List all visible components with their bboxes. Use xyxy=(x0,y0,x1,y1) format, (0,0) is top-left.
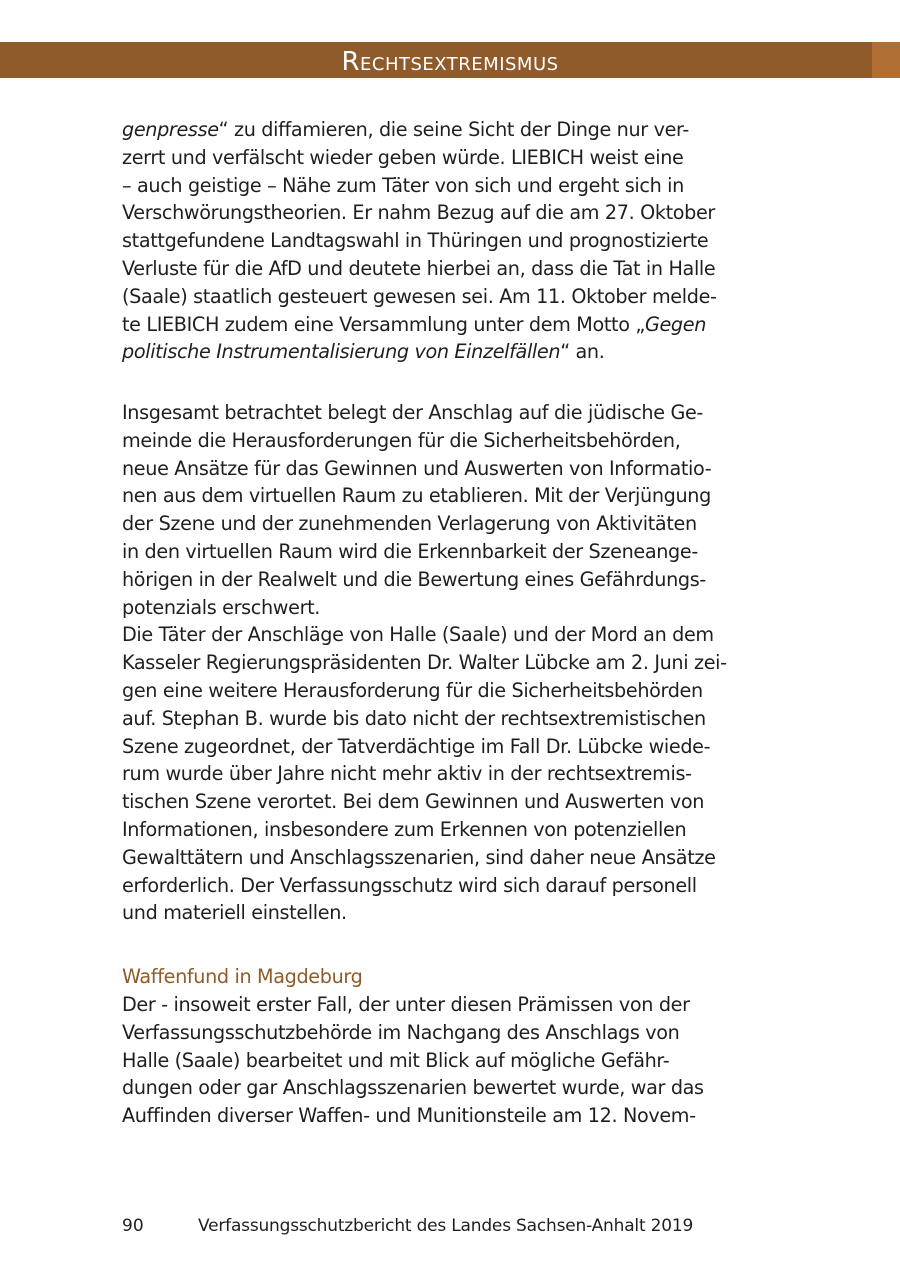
paragraph-line: stattgefundene Landtagswahl in Thüringen und prognostizierte xyxy=(122,229,709,253)
section-paragraph xyxy=(122,991,782,1130)
page-number: 90 xyxy=(122,1216,144,1236)
paragraph-line: Informationen, insbesondere zum Erkennen von potenziellen xyxy=(122,817,687,841)
italic-fragment: genpresse xyxy=(122,118,219,141)
paragraph-1 xyxy=(122,116,782,366)
italic-fragment: Gegen xyxy=(644,312,707,336)
paragraph-line: Szene zugeordnet, der Tatverdächtige im Fall Dr. Lübcke wiede- xyxy=(122,734,711,758)
italic-fragment: politische Instrumentalisierung von Einzelfällen xyxy=(122,340,561,364)
paragraph-line: (Saale) staatlich gesteuert gewesen sei. Am 11. Oktober melde- xyxy=(122,284,717,308)
paragraph-line: erforderlich. Der Verfassungsschutz wird sich darauf personell xyxy=(122,873,697,897)
paragraph-line: neue Ansätze für das Gewinnen und Auswerten von Informatio- xyxy=(122,456,712,480)
paragraph-line: rum wurde über Jahre nicht mehr aktiv in der rechtsextremis- xyxy=(122,762,692,786)
paragraph-line: und materiell einstellen. xyxy=(122,901,347,925)
section-heading: Waffenfund in Magdeburg xyxy=(122,965,363,988)
paragraph-line: potenzials erschwert. xyxy=(122,595,321,619)
paragraph-line xyxy=(122,116,782,144)
paragraph-line: hörigen in der Realwelt und die Bewertung eines Gefährdungs- xyxy=(122,567,706,591)
paragraph-line: meinde die Herausforderungen für die Sicherheitsbehörden, xyxy=(122,428,681,452)
paragraph-line: gen eine weitere Herausforderung für die Sicherheitsbehörden xyxy=(122,678,703,702)
paragraph-line: – auch geistige – Nähe zum Täter von sich und ergeht sich in xyxy=(122,173,684,197)
text-fragment: “ zu diffamieren, die seine Sicht der Dinge nur ver- xyxy=(218,118,689,141)
text-fragment: “ an. xyxy=(560,340,605,364)
paragraph-line xyxy=(122,338,782,366)
paragraph-line: Kasseler Regierungspräsidenten Dr. Walter Lübcke am 2. Juni zei- xyxy=(122,651,727,675)
paragraph-line: Insgesamt betrachtet belegt der Anschlag auf die jüdische Ge- xyxy=(122,401,703,424)
paragraph-line: nen aus dem virtuellen Raum zu etablieren. Mit der Verjüngung xyxy=(122,484,711,508)
paragraph-line: Verfassungsschutzbehörde im Nachgang des Anschlags von xyxy=(122,1020,680,1044)
paragraph-line: der Szene und der zunehmenden Verlagerung von Aktivitäten xyxy=(122,512,697,536)
chapter-title: Rechtsextremismus xyxy=(341,47,559,77)
paragraph-line: Gewalttätern und Anschlagsszenarien, sind daher neue Ansätze xyxy=(122,845,716,869)
paragraph-line: Verschwörungstheorien. Er nahm Bezug auf die am 27. Oktober xyxy=(122,201,715,225)
paragraph-line: Verluste für die AfD und deutete hierbei an, dass die Tat in Halle xyxy=(122,256,716,280)
paragraph-line: dungen oder gar Anschlagsszenarien bewertet wurde, war das xyxy=(122,1076,704,1100)
paragraph-line: in den virtuellen Raum wird die Erkennbarkeit der Szeneange- xyxy=(122,539,698,563)
paragraph-line xyxy=(122,311,782,339)
paragraph-line: Die Täter der Anschläge von Halle (Saale) und der Mord an dem xyxy=(122,623,714,647)
paragraph-line: zerrt und verfälscht wieder geben würde. LIEBICH weist eine xyxy=(122,145,684,169)
paragraph-2 xyxy=(122,399,782,927)
paragraph-line: auf. Stephan B. wurde bis dato nicht der rechtsextremistischen xyxy=(122,706,706,730)
text-fragment: te LIEBICH zudem eine Versammlung unter dem Motto „ xyxy=(122,312,645,336)
paragraph-line: Der - insoweit erster Fall, der unter diesen Prämissen von der xyxy=(122,993,690,1016)
paragraph-line: tischen Szene verortet. Bei dem Gewinnen und Auswerten von xyxy=(122,790,705,814)
publication-title: Verfassungsschutzbericht des Landes Sachsen-Anhalt 2019 xyxy=(198,1216,694,1236)
paragraph-line: Halle (Saale) bearbeitet und mit Blick auf mögliche Gefähr- xyxy=(122,1048,670,1072)
paragraph-line: Auffinden diverser Waffen- und Munitionsteile am 12. Novem- xyxy=(122,1104,696,1128)
